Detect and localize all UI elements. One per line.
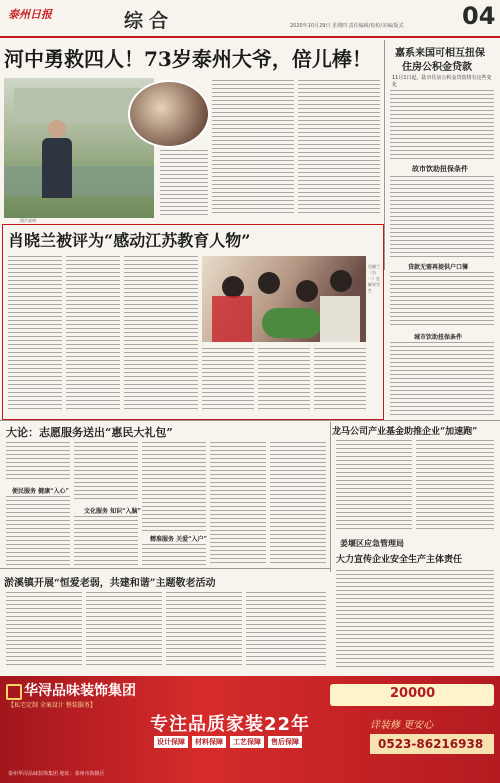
dateline: 2020年10月29日 星期四 责任编辑/校检/美编/版式 [290, 23, 404, 29]
main-headline: 河中勇救四人！73岁泰州大爷，倍儿棒！ [4, 47, 372, 71]
section-title: 综合 [124, 10, 175, 32]
ad-cursive: 详装修 更安心 [370, 720, 434, 731]
bottom-text-4 [246, 592, 326, 668]
mid-right-headline: 龙马公司产业基金助推企业“加速跑” [332, 427, 478, 437]
ad-promo-number: 20000 [390, 686, 436, 701]
mid-text-8 [270, 442, 326, 566]
right-text-4 [390, 342, 494, 416]
ad-phone: 0523-86216938 [378, 737, 484, 751]
ad-slogan: 专注品质家装22年 [150, 714, 311, 735]
bottom-text-2 [86, 592, 162, 668]
masthead [0, 0, 500, 38]
feature-text-3 [124, 256, 198, 412]
mid-right-divider [330, 422, 331, 572]
right-divider [384, 40, 385, 270]
bottom-divider [0, 568, 330, 569]
mid-text-2 [6, 496, 70, 566]
page-number: 04 [462, 2, 496, 30]
mid-right-text-1 [336, 440, 412, 530]
ad-feature-1: 设计保障 [154, 736, 188, 748]
ad-features [154, 736, 302, 748]
right-subheadline: 11月1日起，陆市住房公积金贷款将有这些变化 [392, 75, 492, 88]
photo-caption-2: 肖晓兰（右一）在辅导学生 [368, 264, 380, 293]
ad-feature-3: 工艺保障 [230, 736, 264, 748]
bottom-text-3 [166, 592, 242, 668]
bottom-text-1 [6, 592, 82, 668]
mid-text-3 [74, 442, 138, 502]
ad-phone-box [370, 734, 494, 754]
sub-heading-1: 便民服务 健康“入心” [12, 488, 69, 495]
ad-promo [330, 684, 494, 706]
photo-rescue-circle [128, 80, 210, 148]
mid-divider [0, 420, 500, 421]
right-text-3 [390, 272, 494, 328]
ad-feature-2: 材料保障 [192, 736, 226, 748]
ad-feature-4: 售后保障 [268, 736, 302, 748]
right-headline-2: 住房公积金贷款 [402, 62, 472, 73]
photo-caption-1: 图片说明 [20, 218, 36, 223]
right-headline-3: 故市饮助扭保条件 [412, 164, 468, 173]
photo-teacher-students [202, 256, 366, 342]
mid-left-headline: 大论：志愿服务送出“惠民大礼包” [6, 426, 173, 439]
feature-headline: 肖晓兰被评为“感动江苏教育人物” [8, 231, 251, 250]
ad-logo-icon [6, 684, 22, 700]
bottom-right-headline-1: 姜堰区应急管理局 [340, 538, 404, 548]
mid-right-text-2 [416, 440, 494, 530]
feature-text-2 [66, 256, 120, 412]
sub-heading-2: 文化服务 知识“入脑” [84, 508, 141, 515]
ad-banner [0, 676, 500, 783]
mid-text-7 [210, 442, 266, 566]
right-text-1 [390, 90, 494, 160]
story-text-2 [298, 80, 380, 216]
bottom-left-headline: 淤溪镇开展“恒爱老弱，共建和谐”主题敬老活动 [4, 578, 216, 589]
bottom-right-headline-2: 大力宣传企业安全生产主体责任 [336, 555, 463, 565]
feature-text-5 [258, 348, 310, 412]
story-text-3 [160, 150, 208, 216]
right-headline-1: 嘉系来国可相互扭保 [395, 48, 485, 59]
right-headline-4: 贷款无需再提供户口簿 [408, 264, 469, 271]
right-text-2 [390, 176, 494, 258]
right-headline-5: 城市饮助扭保条件 [414, 334, 463, 341]
sub-heading-3: 精准服务 关爱“入户” [150, 536, 207, 543]
ad-tagline: 【私宅定制 全案设计 整装服务】 [8, 702, 96, 709]
mid-text-4 [74, 516, 138, 566]
mid-text-6 [142, 544, 206, 566]
mid-text-1 [6, 442, 70, 482]
story-text-1 [212, 80, 294, 216]
ad-footer: 泰州华浔品味装饰集团 地址：泰州市海陵区 [8, 771, 105, 777]
feature-text-1 [8, 256, 62, 412]
mid-text-5 [142, 442, 206, 532]
masthead-logo: 泰州日报 [8, 8, 52, 21]
feature-text-6 [314, 348, 366, 412]
ad-brand: 华浔品味装饰集团 [24, 683, 136, 699]
feature-text-4 [202, 348, 254, 412]
bottom-right-text [336, 570, 494, 668]
